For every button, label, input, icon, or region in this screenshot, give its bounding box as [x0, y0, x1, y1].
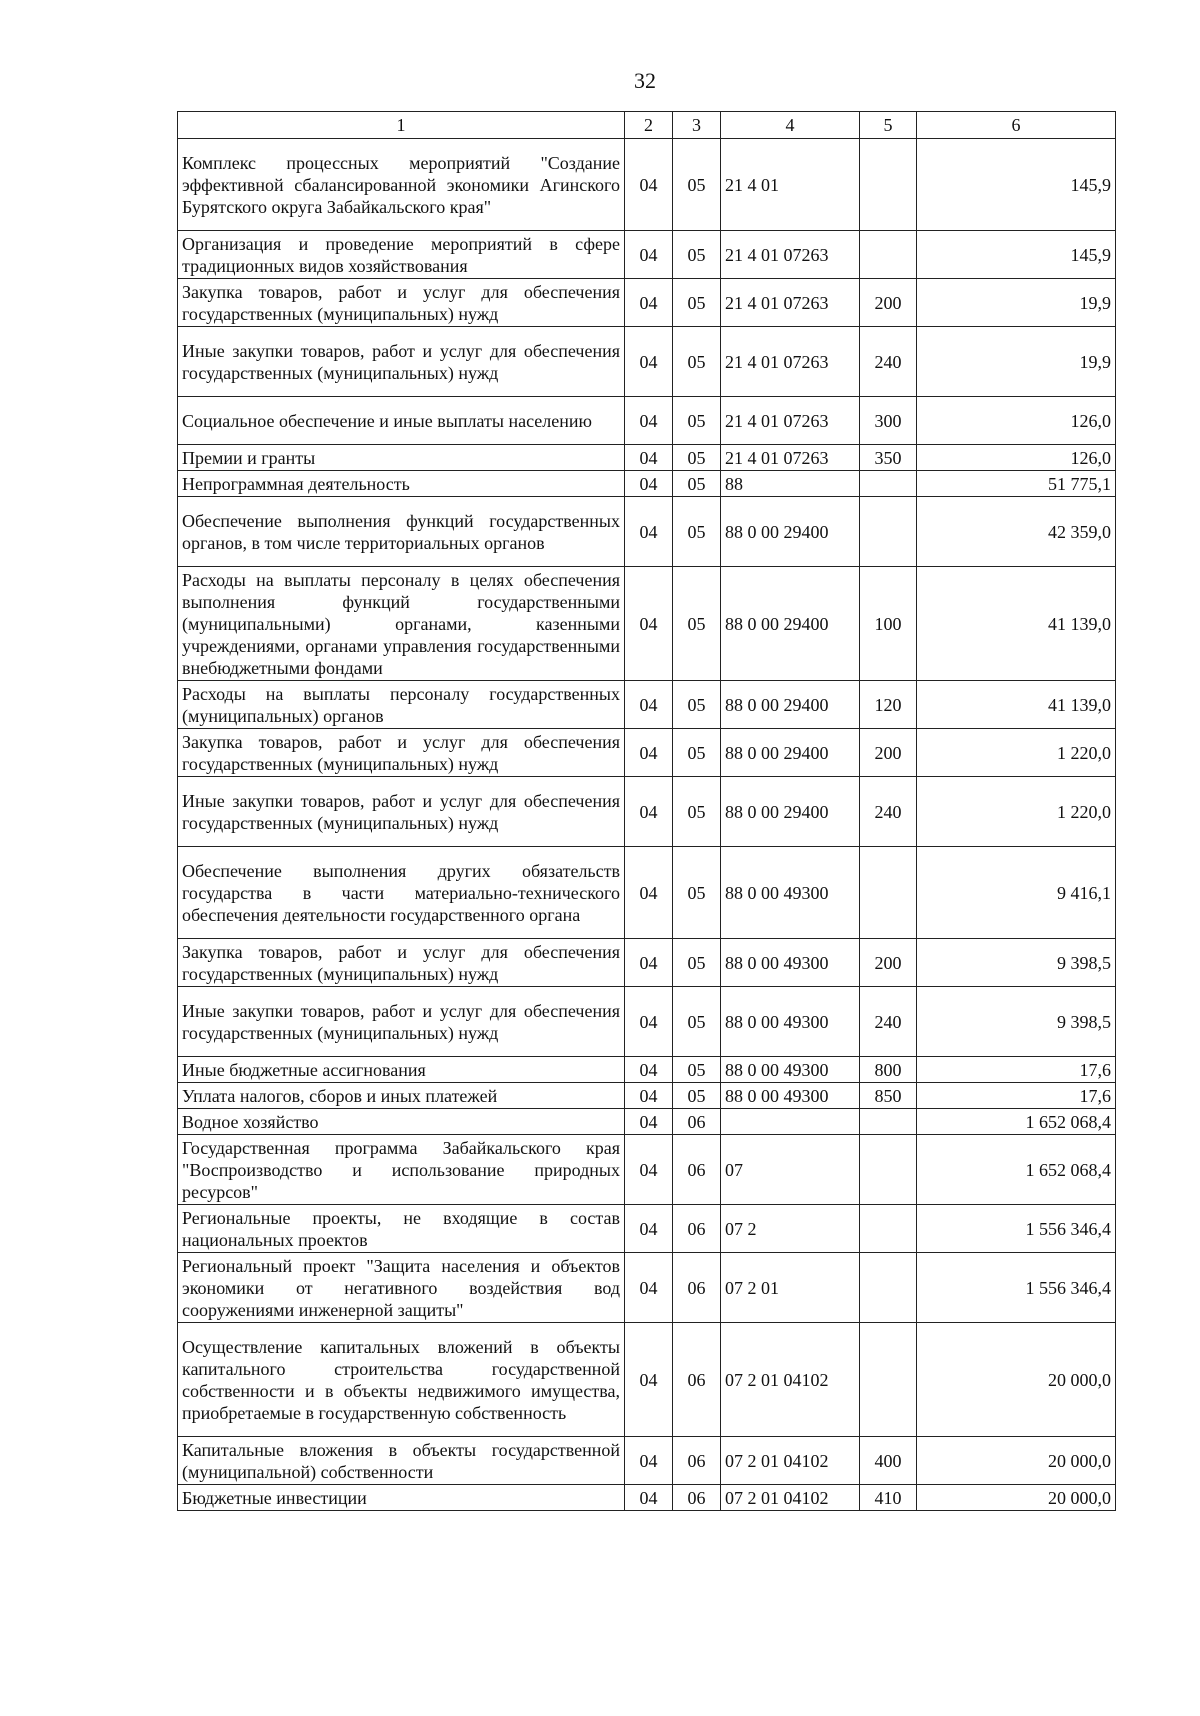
row-name: Капитальные вложения в объекты государственной (муниципальной) собственности — [178, 1437, 625, 1485]
row-amount: 42 359,0 — [917, 497, 1116, 567]
row-expense-type: 240 — [860, 987, 917, 1057]
row-amount: 145,9 — [917, 231, 1116, 279]
table-row — [178, 847, 1116, 939]
page-number: 32 — [634, 68, 656, 93]
row-expense-type: 120 — [860, 681, 917, 729]
row-name: Иные закупки товаров, работ и услуг для обеспечения государственных (муниципальных) нужд — [178, 327, 625, 397]
row-subsection: 05 — [673, 987, 721, 1057]
row-expense-type — [860, 1253, 917, 1323]
row-subsection: 05 — [673, 327, 721, 397]
header-col-1: 1 — [178, 112, 625, 139]
row-amount: 126,0 — [917, 445, 1116, 471]
row-name: Бюджетные инвестиции — [178, 1485, 625, 1511]
row-section: 04 — [625, 397, 673, 445]
row-name: Иные закупки товаров, работ и услуг для обеспечения государственных (муниципальных) нужд — [178, 777, 625, 847]
row-subsection: 05 — [673, 939, 721, 987]
row-expense-type: 240 — [860, 327, 917, 397]
row-target-article: 88 0 00 49300 — [721, 1083, 860, 1109]
table-row — [178, 471, 1116, 497]
row-subsection: 05 — [673, 231, 721, 279]
row-section: 04 — [625, 987, 673, 1057]
row-target-article: 88 0 00 49300 — [721, 939, 860, 987]
row-subsection: 05 — [673, 471, 721, 497]
row-name: Обеспечение выполнения функций государственных органов, в том числе территориальных органов — [178, 497, 625, 567]
row-name: Обеспечение выполнения других обязательств государства в части материально-технического обеспечения деятельности государственного органа — [178, 847, 625, 939]
table-row — [178, 1135, 1116, 1205]
row-target-article: 21 4 01 07263 — [721, 279, 860, 327]
table-row — [178, 139, 1116, 231]
row-amount: 17,6 — [917, 1083, 1116, 1109]
row-target-article: 21 4 01 07263 — [721, 445, 860, 471]
row-amount: 19,9 — [917, 327, 1116, 397]
row-expense-type: 300 — [860, 397, 917, 445]
table-row — [178, 567, 1116, 681]
row-amount: 51 775,1 — [917, 471, 1116, 497]
table-row — [178, 1205, 1116, 1253]
table-row — [178, 497, 1116, 567]
row-target-article: 88 0 00 49300 — [721, 987, 860, 1057]
row-target-article: 07 2 01 04102 — [721, 1323, 860, 1437]
row-expense-type — [860, 139, 917, 231]
budget-table-body — [178, 112, 1116, 1511]
row-expense-type — [860, 847, 917, 939]
table-row — [178, 1083, 1116, 1109]
row-target-article: 88 0 00 49300 — [721, 1057, 860, 1083]
row-target-article: 88 0 00 29400 — [721, 729, 860, 777]
row-target-article: 88 0 00 29400 — [721, 777, 860, 847]
row-amount: 1 220,0 — [917, 777, 1116, 847]
row-amount: 20 000,0 — [917, 1437, 1116, 1485]
table-row — [178, 327, 1116, 397]
row-section: 04 — [625, 1057, 673, 1083]
row-name: Закупка товаров, работ и услуг для обеспечения государственных (муниципальных) нужд — [178, 939, 625, 987]
row-expense-type: 400 — [860, 1437, 917, 1485]
table-row — [178, 397, 1116, 445]
row-section: 04 — [625, 327, 673, 397]
row-section: 04 — [625, 497, 673, 567]
header-col-5: 5 — [860, 112, 917, 139]
table-row — [178, 279, 1116, 327]
row-subsection: 05 — [673, 279, 721, 327]
row-section: 04 — [625, 729, 673, 777]
table-row — [178, 987, 1116, 1057]
row-amount: 20 000,0 — [917, 1485, 1116, 1511]
row-expense-type — [860, 231, 917, 279]
table-row — [178, 681, 1116, 729]
row-amount: 9 398,5 — [917, 939, 1116, 987]
header-col-6: 6 — [917, 112, 1116, 139]
row-target-article: 07 2 — [721, 1205, 860, 1253]
row-subsection: 05 — [673, 497, 721, 567]
header-col-4: 4 — [721, 112, 860, 139]
row-amount: 9 398,5 — [917, 987, 1116, 1057]
row-section: 04 — [625, 231, 673, 279]
row-subsection: 06 — [673, 1109, 721, 1135]
row-subsection: 05 — [673, 681, 721, 729]
table-row — [178, 777, 1116, 847]
row-target-article: 21 4 01 07263 — [721, 327, 860, 397]
row-section: 04 — [625, 1109, 673, 1135]
row-subsection: 05 — [673, 139, 721, 231]
row-subsection: 05 — [673, 397, 721, 445]
row-target-article: 88 0 00 49300 — [721, 847, 860, 939]
table-row — [178, 1109, 1116, 1135]
row-amount: 1 652 068,4 — [917, 1135, 1116, 1205]
row-amount: 41 139,0 — [917, 681, 1116, 729]
row-target-article: 07 2 01 04102 — [721, 1437, 860, 1485]
row-section: 04 — [625, 777, 673, 847]
row-section: 04 — [625, 471, 673, 497]
row-subsection: 05 — [673, 777, 721, 847]
row-name: Региональные проекты, не входящие в состав национальных проектов — [178, 1205, 625, 1253]
row-target-article: 88 0 00 29400 — [721, 681, 860, 729]
row-expense-type: 200 — [860, 939, 917, 987]
table-row — [178, 1485, 1116, 1511]
row-expense-type — [860, 1109, 917, 1135]
row-expense-type: 350 — [860, 445, 917, 471]
row-section: 04 — [625, 939, 673, 987]
row-name: Уплата налогов, сборов и иных платежей — [178, 1083, 625, 1109]
row-name: Непрограммная деятельность — [178, 471, 625, 497]
row-section: 04 — [625, 1437, 673, 1485]
row-section: 04 — [625, 1323, 673, 1437]
row-expense-type — [860, 1135, 917, 1205]
row-expense-type — [860, 1205, 917, 1253]
row-name: Региональный проект "Защита населения и объектов экономики от негативного воздействия вод сооружениями инженерной защиты" — [178, 1253, 625, 1323]
row-subsection: 06 — [673, 1323, 721, 1437]
row-name: Закупка товаров, работ и услуг для обеспечения государственных (муниципальных) нужд — [178, 729, 625, 777]
row-target-article: 88 — [721, 471, 860, 497]
header-col-2: 2 — [625, 112, 673, 139]
row-expense-type: 800 — [860, 1057, 917, 1083]
table-row — [178, 939, 1116, 987]
row-section: 04 — [625, 567, 673, 681]
row-name: Расходы на выплаты персоналу государственных (муниципальных) органов — [178, 681, 625, 729]
table-row — [178, 1057, 1116, 1083]
row-section: 04 — [625, 1135, 673, 1205]
row-expense-type — [860, 1323, 917, 1437]
row-expense-type: 410 — [860, 1485, 917, 1511]
row-section: 04 — [625, 445, 673, 471]
row-subsection: 06 — [673, 1205, 721, 1253]
row-target-article: 07 — [721, 1135, 860, 1205]
row-amount: 1 556 346,4 — [917, 1205, 1116, 1253]
row-amount: 1 220,0 — [917, 729, 1116, 777]
row-section: 04 — [625, 847, 673, 939]
row-subsection: 05 — [673, 567, 721, 681]
row-name: Комплекс процессных мероприятий "Создание эффективной сбалансированной экономики Агинского Бурятского округа Забайкальского края" — [178, 139, 625, 231]
table-row — [178, 1323, 1116, 1437]
row-name: Водное хозяйство — [178, 1109, 625, 1135]
row-subsection: 05 — [673, 1083, 721, 1109]
row-name: Организация и проведение мероприятий в сфере традиционных видов хозяйствования — [178, 231, 625, 279]
row-name: Государственная программа Забайкальского края "Воспроизводство и использование природных ресурсов" — [178, 1135, 625, 1205]
row-subsection: 05 — [673, 1057, 721, 1083]
row-section: 04 — [625, 1083, 673, 1109]
table-row — [178, 1437, 1116, 1485]
row-section: 04 — [625, 279, 673, 327]
row-target-article: 88 0 00 29400 — [721, 497, 860, 567]
table-row — [178, 445, 1116, 471]
table-row — [178, 231, 1116, 279]
row-name: Расходы на выплаты персоналу в целях обеспечения выполнения функций государственными (муниципальными) органами, казенными учреждениями, органами управления государственными внебюджетными фондами — [178, 567, 625, 681]
row-amount: 145,9 — [917, 139, 1116, 231]
row-expense-type: 200 — [860, 279, 917, 327]
table-row — [178, 729, 1116, 777]
row-expense-type — [860, 497, 917, 567]
row-target-article: 07 2 01 04102 — [721, 1485, 860, 1511]
row-subsection: 06 — [673, 1253, 721, 1323]
row-amount: 17,6 — [917, 1057, 1116, 1083]
row-target-article: 21 4 01 — [721, 139, 860, 231]
row-amount: 1 652 068,4 — [917, 1109, 1116, 1135]
row-section: 04 — [625, 1205, 673, 1253]
header-col-3: 3 — [673, 112, 721, 139]
row-section: 04 — [625, 681, 673, 729]
row-name: Осуществление капитальных вложений в объекты капитального строительства государственной собственности и в объекты недвижимого имущества, приобретаемые в государственную собственность — [178, 1323, 625, 1437]
row-subsection: 05 — [673, 729, 721, 777]
row-name: Премии и гранты — [178, 445, 625, 471]
row-subsection: 05 — [673, 445, 721, 471]
budget-table — [177, 111, 1116, 1511]
row-target-article: 88 0 00 29400 — [721, 567, 860, 681]
row-section: 04 — [625, 1485, 673, 1511]
header-row — [178, 112, 1116, 139]
row-expense-type: 200 — [860, 729, 917, 777]
row-target-article: 21 4 01 07263 — [721, 397, 860, 445]
row-subsection: 06 — [673, 1135, 721, 1205]
row-amount: 1 556 346,4 — [917, 1253, 1116, 1323]
row-subsection: 06 — [673, 1485, 721, 1511]
row-name: Социальное обеспечение и иные выплаты населению — [178, 397, 625, 445]
row-amount: 9 416,1 — [917, 847, 1116, 939]
row-section: 04 — [625, 139, 673, 231]
row-target-article — [721, 1109, 860, 1135]
row-subsection: 05 — [673, 847, 721, 939]
row-expense-type: 850 — [860, 1083, 917, 1109]
row-section: 04 — [625, 1253, 673, 1323]
row-subsection: 06 — [673, 1437, 721, 1485]
row-target-article: 21 4 01 07263 — [721, 231, 860, 279]
row-amount: 19,9 — [917, 279, 1116, 327]
row-amount: 20 000,0 — [917, 1323, 1116, 1437]
row-target-article: 07 2 01 — [721, 1253, 860, 1323]
row-expense-type — [860, 471, 917, 497]
row-amount: 126,0 — [917, 397, 1116, 445]
row-name: Иные закупки товаров, работ и услуг для обеспечения государственных (муниципальных) нужд — [178, 987, 625, 1057]
table-row — [178, 1253, 1116, 1323]
row-expense-type: 100 — [860, 567, 917, 681]
row-expense-type: 240 — [860, 777, 917, 847]
row-name: Иные бюджетные ассигнования — [178, 1057, 625, 1083]
row-amount: 41 139,0 — [917, 567, 1116, 681]
row-name: Закупка товаров, работ и услуг для обеспечения государственных (муниципальных) нужд — [178, 279, 625, 327]
